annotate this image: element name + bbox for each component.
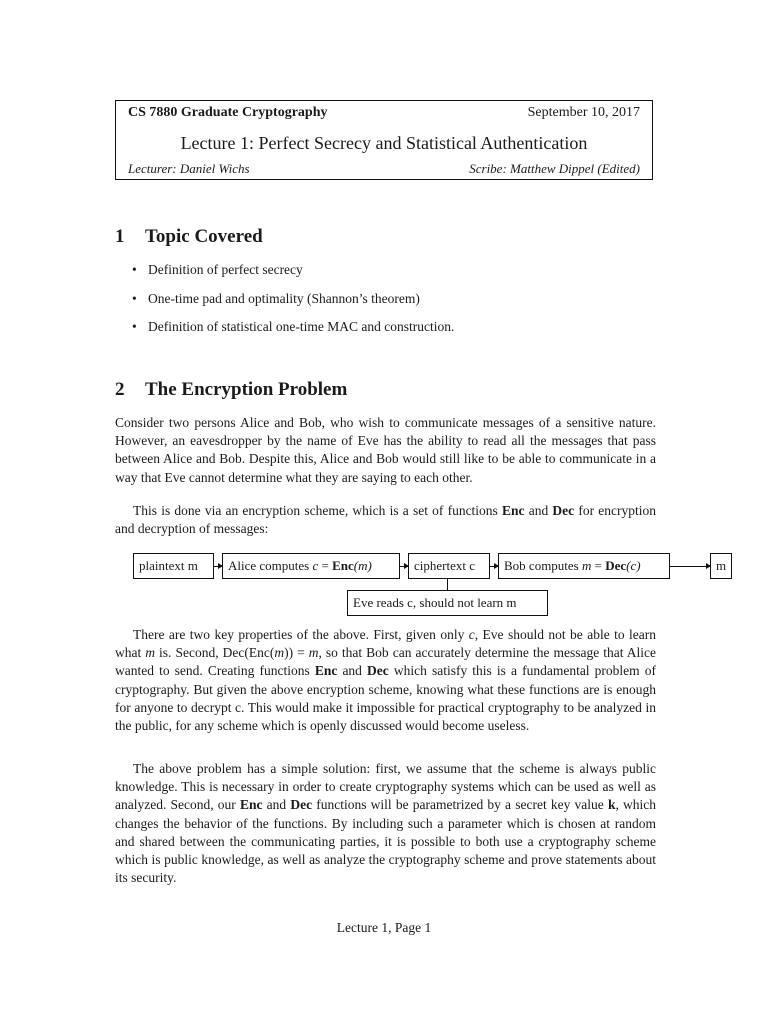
paragraph: The above problem has a simple solution: first, we assume that the scheme is always public knowledge. This is necessary in order to create cryptography systems which can be used as well as analyzed. Second, our Enc and Dec functions will be parametrized by a secret key value k, which changes the behavior of the functions. By including such a parameter which is chosen at random and shared between the communicating parties, it is possible to both use a cryptography scheme which is public knowledge, as well as analyze the cryptography scheme and prove statements about its security. xyxy=(115,761,656,886)
lecture-header xyxy=(115,100,653,180)
connector-line xyxy=(447,579,448,590)
arrow xyxy=(214,566,222,567)
section-2-heading xyxy=(115,379,347,401)
section-title: Topic Covered xyxy=(145,226,263,247)
list-item: • Definition of perfect secrecy xyxy=(130,258,454,287)
paragraph: There are two key properties of the above. First, given only c, Eve should not be able to learn what m is. Second, Dec(Enc(m)) = m, so that Bob can accurately determine the message that Alice wanted to send. Creating functions Enc and Dec which satisfy this is a fundamental problem of cryptography. But given the above encryption scheme, knowing what these functions are is enough for anyone to decrypt c. This would make it impossible for practical cryptography to be analyzed in the public, for any scheme which is openly discussed would become useless. xyxy=(115,627,656,734)
scribe-name: Scribe: Matthew Dippel (Edited) xyxy=(469,161,640,176)
paragraph: Consider two persons Alice and Bob, who wish to communicate messages of a sensitive nature. However, an eavesdropper by the name of Eve has the ability to read all the messages that pass between Alice and Bob. Despite this, Alice and Bob would still like to be able to communicate in a way that Eve cannot determine what they are saying to each other. xyxy=(115,415,656,485)
bob-box: Bob computes m = Dec(c) xyxy=(498,553,670,579)
course-name: CS 7880 Graduate Cryptography xyxy=(128,105,328,120)
eve-box: Eve reads c, should not learn m xyxy=(347,590,548,616)
plaintext-box: plaintext m xyxy=(133,553,214,579)
paragraph: This is done via an encryption scheme, which is a set of functions Enc and Dec for encryption and decryption of messages: xyxy=(115,503,656,537)
section-number: 1 xyxy=(115,226,125,247)
page-footer: Lecture 1, Page 1 xyxy=(336,920,432,935)
section-1-heading xyxy=(115,226,263,248)
alice-box: Alice computes c = Enc(m) xyxy=(222,553,400,579)
arrow xyxy=(490,566,498,567)
list-item: • Definition of statistical one-time MAC and construction. xyxy=(130,315,454,344)
output-box: m xyxy=(710,553,732,579)
topic-list xyxy=(130,258,454,344)
ciphertext-box: ciphertext c xyxy=(408,553,490,579)
lecture-date: September 10, 2017 xyxy=(527,105,640,120)
lecturer-name: Lecturer: Daniel Wichs xyxy=(128,161,250,176)
list-item: • One-time pad and optimality (Shannon’s theorem) xyxy=(130,287,454,316)
section-title: The Encryption Problem xyxy=(145,379,348,400)
lecture-title: Lecture 1: Perfect Secrecy and Statistical Authentication xyxy=(180,133,588,153)
arrow xyxy=(400,566,408,567)
arrow xyxy=(670,566,710,567)
section-number: 2 xyxy=(115,379,125,400)
